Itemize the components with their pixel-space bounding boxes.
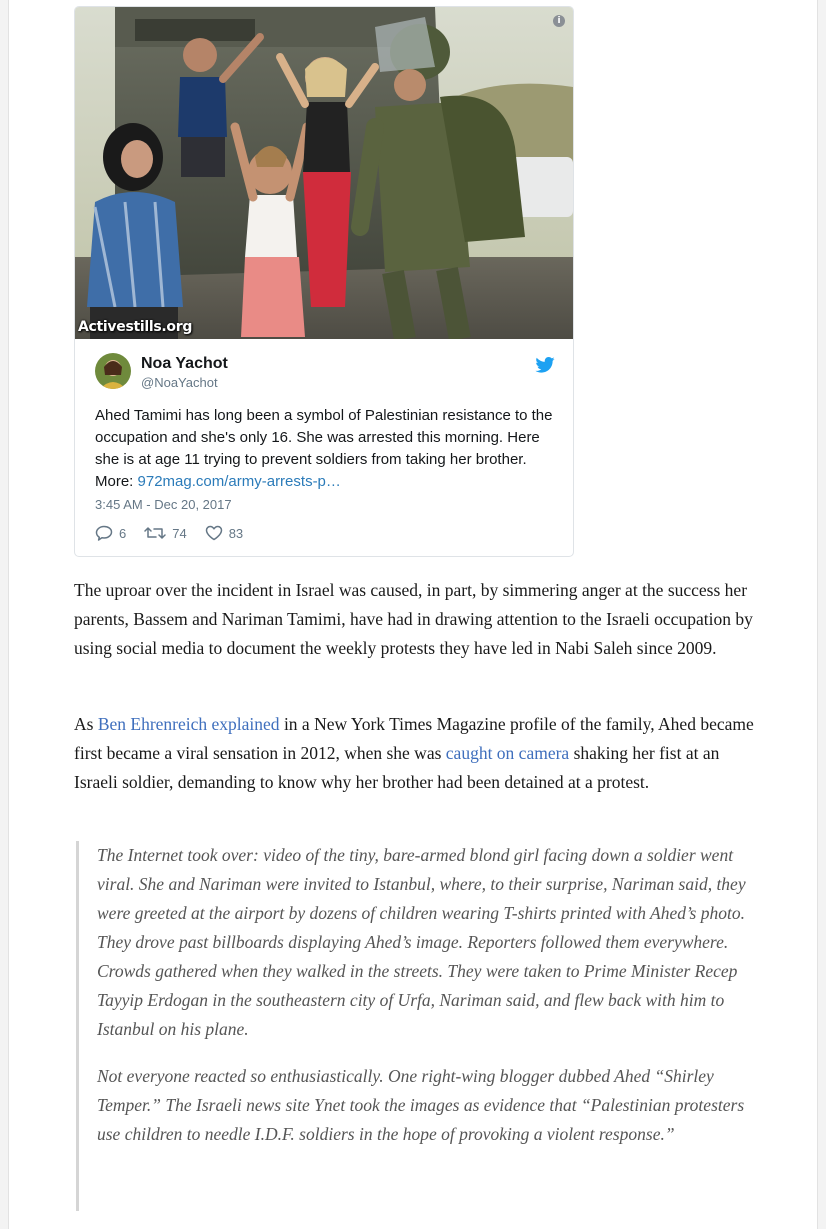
quote-paragraph-2: Not everyone reacted so enthusiastically. One right-wing blogger dubbed Ahed “Shirley Temper.” The Israeli news site Ynet took the images as evidence that “Palestinian protesters use children to needle I.D.F. soldiers in the hope of provoking a violent response.”: [97, 1066, 745, 1144]
twitter-bird-icon[interactable]: [535, 357, 555, 373]
author-handle[interactable]: @NoaYachot: [141, 375, 218, 390]
tweet-timestamp[interactable]: 3:45 AM - Dec 20, 2017: [95, 497, 232, 512]
reply-icon: [95, 525, 113, 541]
reply-button[interactable]: [95, 523, 126, 543]
paragraph-2-text-c: shaking her fist at an Israeli soldier, demanding to know why her brother had been detained at a protest.: [74, 743, 720, 792]
tweet-author[interactable]: [95, 353, 555, 393]
article-paragraph-1: The uproar over the incident in Israel was caused, in part, by simmering anger at the success her parents, Bassem and Nariman Tamimi, have had in drawing attention to the Israeli occupation by using social media to document the weekly protests they have led in Nabi Saleh since 2009.: [74, 580, 753, 658]
tweet-link[interactable]: 972mag.com/army-arrests-p…: [137, 473, 341, 490]
author-name[interactable]: Noa Yachot: [141, 355, 228, 372]
quote-paragraph-1: The Internet took over: video of the tiny, bare-armed blond girl facing down a soldier went viral. She and Nariman were invited to Istanbul, where, to their surprise, Nariman said, they were greeted at the airport by dozens of children wearing T-shirts printed with Ahed’s photo. They drove past billboards displaying Ahed’s image. Reporters followed them everywhere. Crowds gathered when they walked in the streets. They were taken to Prime Minister Recep Tayyip Erdogan in the southeastern city of Urfa, Nariman said, and flew back with him to Istanbul on his plane.: [97, 845, 746, 1039]
retweet-icon: [144, 525, 166, 541]
tweet-photo[interactable]: [75, 7, 573, 339]
avatar[interactable]: [95, 353, 131, 389]
paragraph-2-text-a: As: [74, 714, 98, 734]
tweet-text: [95, 405, 557, 493]
tweet-text-body: Ahed Tamimi has long been a symbol of Palestinian resistance to the occupation and she's only 16. She was arrested this morning. Here she is at age 11 trying to prevent soldiers from taking her brother. More:: [95, 407, 553, 490]
info-icon[interactable]: i: [553, 15, 565, 27]
like-button[interactable]: [205, 523, 243, 543]
retweet-count: 74: [172, 525, 187, 541]
like-icon: [205, 525, 223, 541]
tweet-actions: [95, 523, 243, 543]
article-paragraph-2: [74, 710, 764, 797]
paragraph-2-text-b: in a New York Times Magazine profile of the family, Ahed became first became a viral sensation in 2012, when she was: [74, 714, 754, 763]
reply-count: 6: [119, 525, 127, 541]
caught-on-camera-link[interactable]: caught on camera: [445, 743, 570, 763]
ben-ehrenreich-link[interactable]: Ben Ehrenreich explained: [97, 714, 280, 734]
like-count: 83: [228, 525, 244, 541]
embedded-tweet[interactable]: [74, 6, 574, 557]
retweet-button[interactable]: [144, 523, 186, 543]
block-quote: [76, 841, 766, 1211]
photo-watermark: Activestills.org: [78, 319, 193, 335]
article-page: [8, 0, 818, 1229]
